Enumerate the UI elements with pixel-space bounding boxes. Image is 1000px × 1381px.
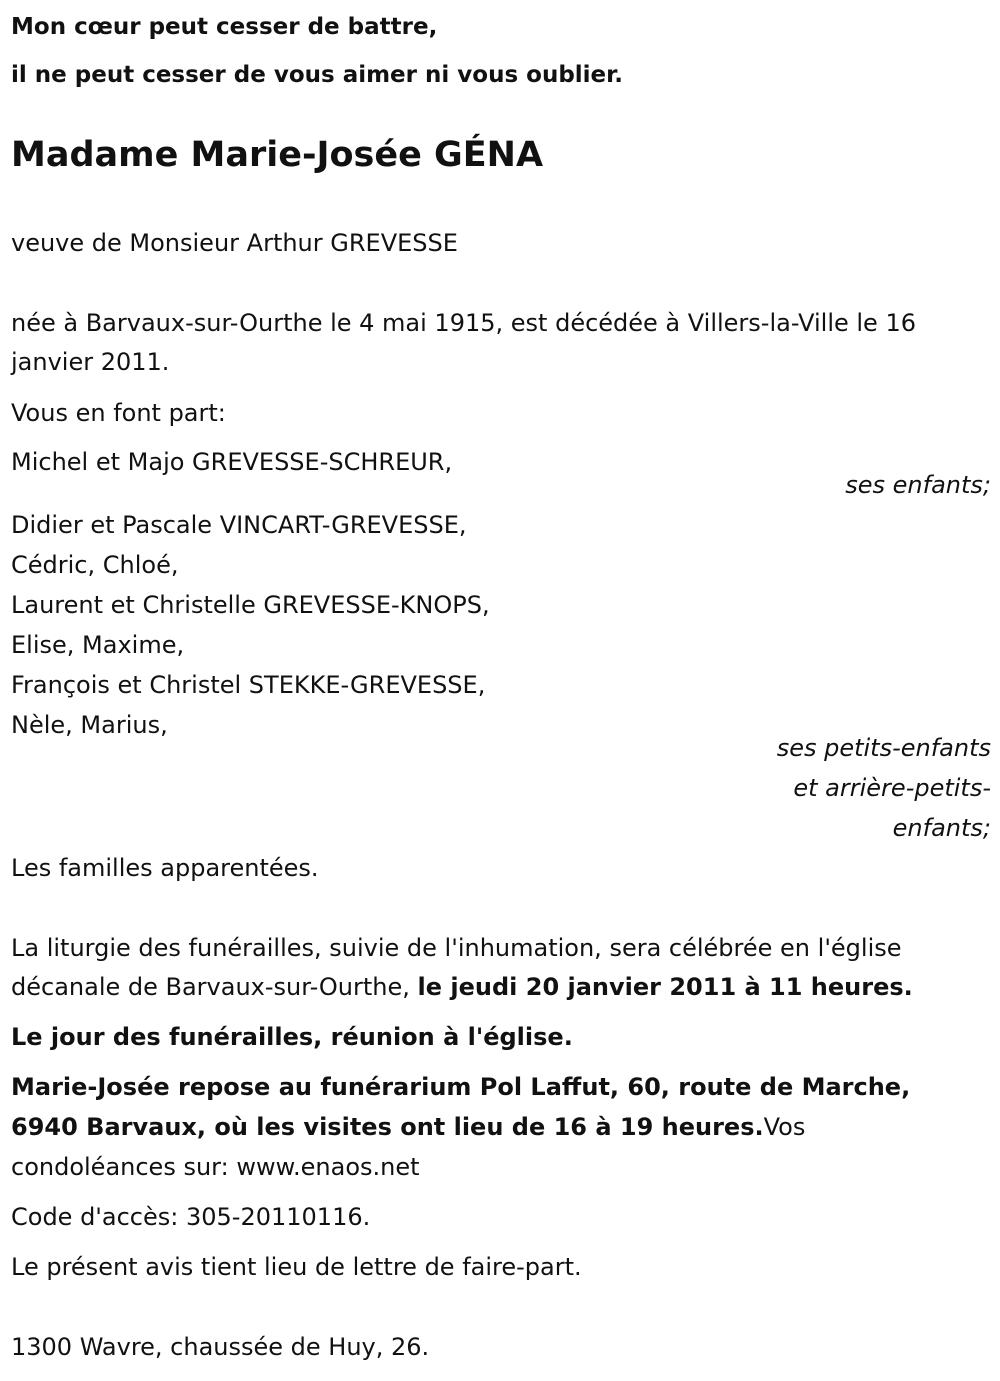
visiting-hours: 6940 Barvaux, où les visites ont lieu de 16 à 19 heures. — [11, 1113, 764, 1141]
epitaph-line-1: Mon cœur peut cesser de battre, — [11, 14, 438, 40]
families-line: Les familles apparentées. — [11, 854, 319, 882]
grandchildren-label-line-1: ses petits-enfants — [776, 734, 991, 762]
liturgy-place: décanale de Barvaux-sur-Ourthe, — [11, 973, 418, 1001]
grandchildren-label-line-3: enfants; — [892, 814, 991, 842]
grandchildren-line: François et Christel STEKKE-GREVESSE, — [11, 671, 486, 699]
notice-line: Le présent avis tient lieu de lettre de faire-part. — [11, 1253, 582, 1281]
liturgy-date: le jeudi 20 janvier 2011 à 11 heures. — [417, 973, 913, 1001]
repose-line-2 — [11, 1112, 805, 1142]
grandchildren-line: Cédric, Chloé, — [11, 551, 179, 579]
grandchildren-line: Laurent et Christelle GREVESSE-KNOPS, — [11, 591, 490, 619]
grandchildren-line: Nèle, Marius, — [11, 711, 168, 739]
announcement-intro: Vous en font part: — [11, 399, 226, 427]
grandchildren-line: Didier et Pascale VINCART-GREVESSE, — [11, 511, 467, 539]
deceased-name: Madame Marie-Josée GÉNA — [11, 135, 544, 175]
epitaph-line-2: il ne peut cesser de vous aimer ni vous oublier. — [11, 62, 623, 88]
children-label: ses enfants; — [845, 471, 991, 499]
widow-of: veuve de Monsieur Arthur GREVESSE — [11, 229, 458, 257]
liturgy-line-1: La liturgie des funérailles, suivie de l'inhumation, sera célébrée en l'église — [11, 934, 902, 962]
condolences-prefix: Vos — [763, 1113, 806, 1141]
repose-line-1: Marie-Josée repose au funérarium Pol Laffut, 60, route de Marche, — [11, 1073, 911, 1101]
family-address: 1300 Wavre, chaussée de Huy, 26. — [11, 1333, 430, 1361]
gathering-line: Le jour des funérailles, réunion à l'église. — [11, 1023, 573, 1051]
birth-death-line-2: janvier 2011. — [11, 348, 170, 376]
liturgy-line-2 — [11, 972, 913, 1002]
access-code: Code d'accès: 305-20110116. — [11, 1203, 371, 1231]
condolences-line: condoléances sur: www.enaos.net — [11, 1153, 420, 1181]
birth-death-line-1: née à Barvaux-sur-Ourthe le 4 mai 1915, est décédée à Villers-la-Ville le 16 — [11, 309, 916, 337]
grandchildren-line: Elise, Maxime, — [11, 631, 185, 659]
children-line: Michel et Majo GREVESSE-SCHREUR, — [11, 448, 453, 476]
grandchildren-label-line-2: et arrière-petits- — [793, 774, 991, 802]
